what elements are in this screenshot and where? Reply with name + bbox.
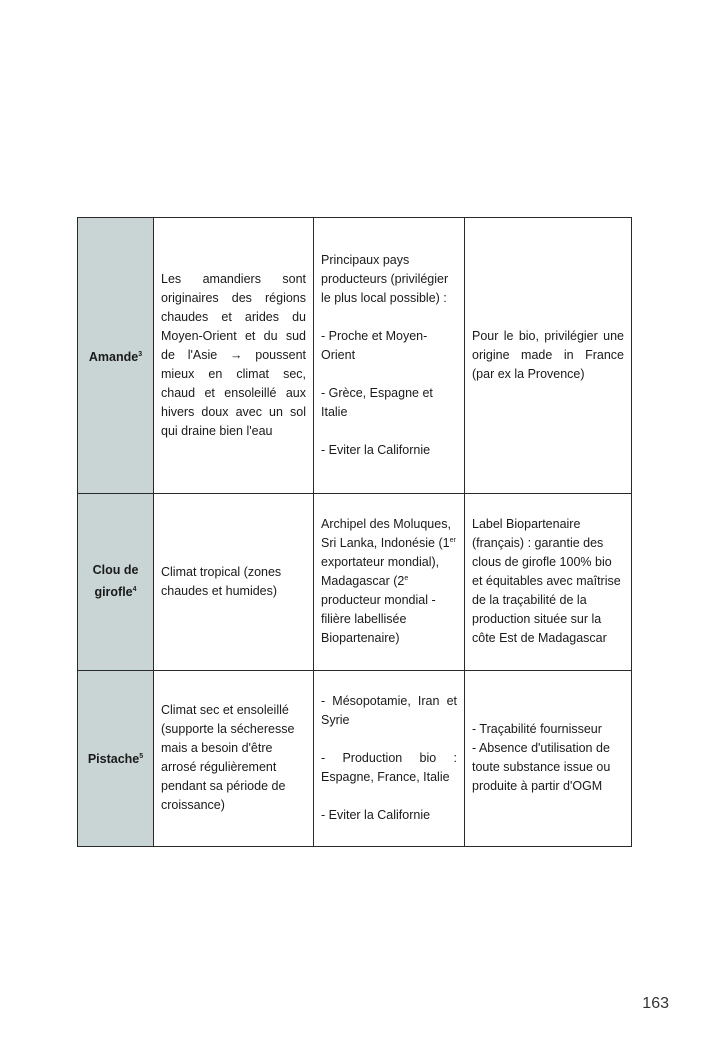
footnote-ref: 4	[132, 586, 137, 594]
label-item: - Traçabilité fournisseur	[472, 722, 602, 737]
pays-item: - Eviter la Californie	[321, 443, 431, 458]
climat-cell	[154, 494, 314, 670]
climat-text: Climat tropical (zones chaudes et humides)	[161, 564, 282, 598]
pays-cell	[314, 494, 465, 670]
sourcing-table	[77, 217, 632, 847]
pays-item: - Proche et Moyen-Orient	[321, 329, 428, 363]
climat-text: Climat sec et ensoleillé (supporte la sécheresse mais a besoin d'être arrosé régulièrement pendant sa période de croissance)	[161, 703, 295, 813]
pays-item: - Grèce, Espagne et Italie	[321, 386, 433, 420]
pays-item: - Mésopotamie, Iran et Syrie	[321, 693, 457, 727]
ordinal-sup: er	[449, 537, 456, 545]
label-text: Pour le bio, privilégier une origine made in France (par ex la Provence)	[472, 329, 624, 382]
label-cell	[465, 218, 632, 494]
label-item: - Absence d'utilisation de toute substance issue ou produite à partir d'OGM	[472, 741, 611, 794]
table-row	[78, 218, 632, 494]
pays-text: Archipel des Moluques, Sri Lanka, Indonésie (1	[321, 517, 451, 551]
pays-item: - Production bio : Espagne, France, Italie	[321, 750, 457, 784]
pays-cell	[314, 670, 465, 846]
pays-cell	[314, 218, 465, 494]
pays-text: exportateur mondial), Madagascar (2	[321, 555, 440, 589]
row-header-clou-de-girofle	[78, 494, 154, 670]
ordinal-sup: e	[404, 575, 409, 583]
row-header-pistache	[78, 670, 154, 846]
table-row	[78, 494, 632, 670]
pays-item: - Eviter la Californie	[321, 807, 431, 822]
label-text: Label Biopartenaire (français) : garantie des clous de girofle 100% bio et équitables avec maîtrise de la traçabilité de la production située sur la côte Est de Madagascar	[472, 517, 621, 646]
page-number: 163	[642, 995, 669, 1012]
footnote-ref: 5	[139, 753, 144, 761]
climat-cell	[154, 218, 314, 494]
pays-text: producteur mondial - filière labellisée Biopartenaire)	[321, 593, 436, 646]
row-header-label: Pistache	[87, 752, 140, 767]
climat-cell	[154, 670, 314, 846]
pays-intro: Principaux pays producteurs (privilégier le plus local possible) :	[321, 253, 449, 306]
row-header-label: Amande	[88, 349, 139, 364]
label-cell	[465, 494, 632, 670]
label-cell	[465, 670, 632, 846]
footnote-ref: 3	[138, 350, 143, 358]
climat-text: Les amandiers sont originaires des régions chaudes et arides du Moyen-Orient et du sud de l'Asie → poussent mieux en climat sec, chaud et ensoleillé aux hivers doux avec un sol qui draine bien l'eau	[161, 272, 306, 439]
table-row	[78, 670, 632, 846]
row-header-amande	[78, 218, 154, 494]
row-header-label: Clou de girofle	[92, 563, 139, 600]
